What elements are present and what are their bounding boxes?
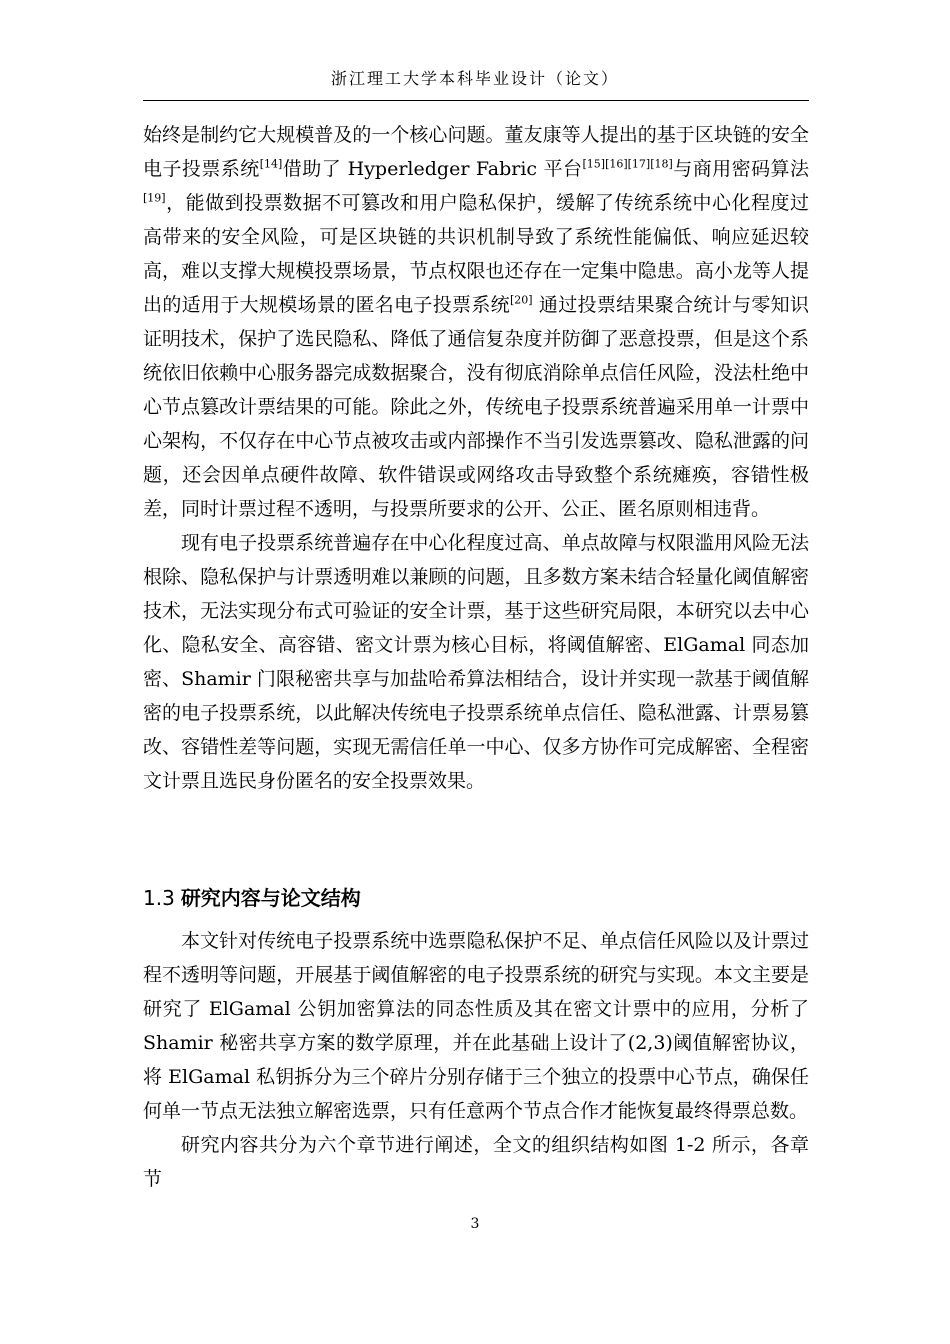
text-segment: 借助了 Hyperledger Fabric 平台 — [282, 158, 583, 180]
section-number: 1.3 — [143, 886, 175, 910]
text-segment: 与商用密码算法 — [672, 158, 809, 180]
body-text-bottom — [143, 924, 809, 1196]
paragraph-3: 本文针对传统电子投票系统中选票隐私保护不足、单点信任风险以及计票过程不透明等问题，开展基于阈值解密的电子投票系统的研究与实现。本文主要是研究了 ElGamal 公钥加密算法的同态性质及其在密文计票中的应用，分析了 Shamir 秘密共享方案的数学原理，并在此基础上设计了(2,3)阈值解密协议，将 ElGamal 私钥拆分为三个碎片分别存储于三个独立的投票中心节点，确保任何单一节点无法独立解密选票，只有任意两个节点合作才能恢复最终得票总数。 — [143, 930, 809, 1122]
paragraph-4: 研究内容共分为六个章节进行阐述，全文的组织结构如图 1-2 所示，各章节 — [143, 1134, 809, 1190]
citation: [19] — [143, 191, 166, 205]
paragraph-1 — [143, 118, 809, 526]
citation: [14] — [259, 157, 283, 171]
body-text-top — [143, 118, 809, 798]
section-heading — [143, 882, 361, 911]
page-number: 3 — [470, 1216, 480, 1232]
citation: [20] — [509, 293, 533, 307]
text-segment: ，能做到投票数据不可篡改和用户隐私保护，缓解了传统系统中心化程度过高带来的安全风险，可是区块链的共识机制导致了系统性能偏低、响应延迟较高，难以支撑大规模投票场景，节点权限也还存在一定集中隐患。高小龙等人提出的适用于大规模场景的匿名电子投票系统 — [143, 192, 809, 316]
text-segment: 通过投票结果聚合统计与零知识证明技术，保护了选民隐私、降低了通信复杂度并防御了恶意投票，但是这个系统依旧依赖中心服务器完成数据聚合，没有彻底消除单点信任风险，没法杜绝中心节点篡改计票结果的可能。除此之外，传统电子投票系统普遍采用单一计票中心架构，不仅存在中心节点被攻击或内部操作不当引发选票篡改、隐私泄露的问题，还会因单点硬件故障、软件错误或网络攻击导致整个系统瘫痪，容错性极差，同时计票过程不透明，与投票所要求的公开、公正、匿名原则相违背。 — [143, 294, 809, 520]
header-divider — [143, 100, 809, 101]
citation: [15][16][17][18] — [582, 157, 673, 171]
running-header: 浙江理工大学本科毕业设计（论文） — [330, 69, 619, 88]
text-segment: 始终是制约它大规模普及的一个核心问题。董友康等人提出的基于区块链的安全电子投票系统 — [143, 124, 809, 180]
section-title: 研究内容与论文结构 — [180, 886, 361, 910]
paragraph-2: 现有电子投票系统普遍存在中心化程度过高、单点故障与权限滥用风险无法根除、隐私保护与计票透明难以兼顾的问题，且多数方案未结合轻量化阈值解密技术，无法实现分布式可验证的安全计票，基于这些研究局限，本研究以去中心化、隐私安全、高容错、密文计票为核心目标，将阈值解密、ElGamal 同态加密、Shamir 门限秘密共享与加盐哈希算法相结合，设计并实现一款基于阈值解密的电子投票系统，以此解决传统电子投票系统单点信任、隐私泄露、计票易篡改、容错性差等问题，实现无需信任单一中心、仅多方协作可完成解密、全程密文计票且选民身份匿名的安全投票效果。 — [143, 532, 809, 792]
